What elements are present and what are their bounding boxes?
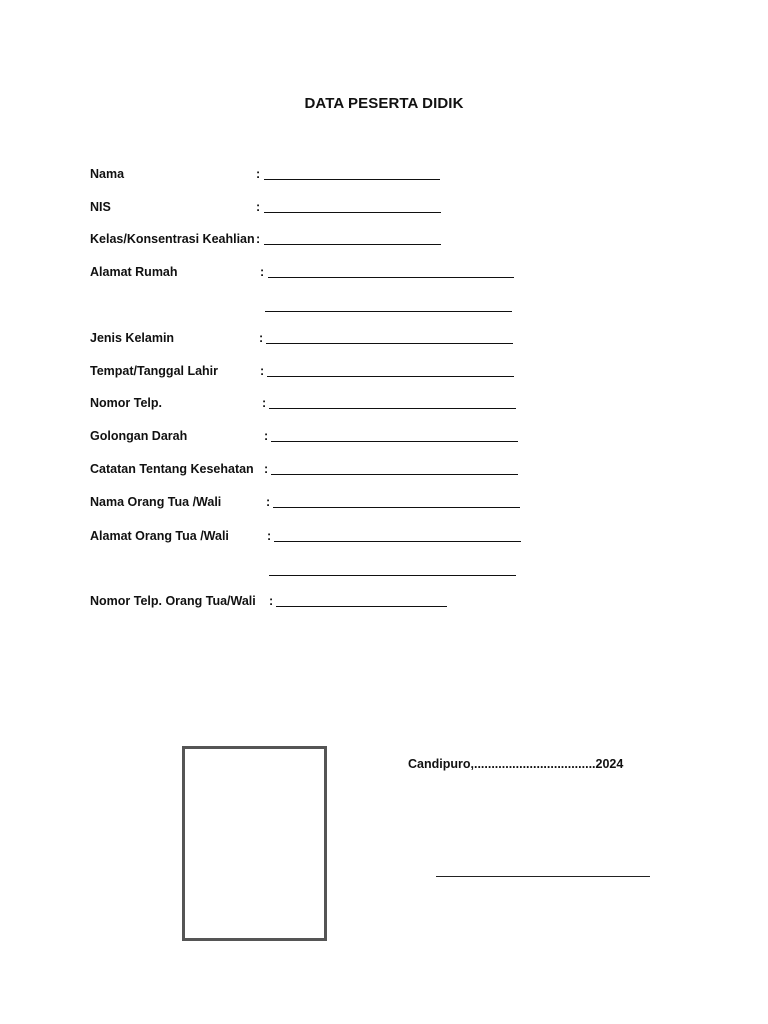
field-colon: :: [256, 167, 261, 181]
field-label: Nama Orang Tua /Wali: [90, 495, 222, 509]
fill-line[interactable]: [271, 474, 518, 475]
fill-line[interactable]: [264, 244, 441, 245]
fill-line[interactable]: [266, 343, 513, 344]
field-label: Golongan Darah: [90, 429, 188, 443]
fill-line[interactable]: [268, 277, 514, 278]
field-label: Kelas/Konsentrasi Keahlian: [90, 232, 255, 246]
field-label: Alamat Orang Tua /Wali: [90, 529, 229, 543]
field-colon: :: [260, 364, 265, 378]
fill-line[interactable]: [273, 507, 520, 508]
fill-line[interactable]: [265, 311, 512, 312]
fill-line[interactable]: [264, 212, 441, 213]
field-colon: :: [259, 331, 264, 345]
signature-line[interactable]: [436, 876, 650, 877]
field-label: Nomor Telp.: [90, 396, 162, 410]
field-label: Alamat Rumah: [90, 265, 178, 279]
place-date: Candipuro,...................................2024: [408, 757, 624, 771]
field-label: NIS: [90, 200, 111, 214]
photo-box: [182, 746, 327, 941]
field-colon: :: [266, 495, 271, 509]
field-label: Jenis Kelamin: [90, 331, 175, 345]
field-label: Tempat/Tanggal Lahir: [90, 364, 219, 378]
field-colon: :: [269, 594, 274, 608]
field-colon: :: [264, 429, 269, 443]
fill-line[interactable]: [269, 408, 516, 409]
field-colon: :: [256, 232, 261, 246]
field-colon: :: [256, 200, 261, 214]
field-colon: :: [262, 396, 267, 410]
fill-line[interactable]: [264, 179, 440, 180]
field-label: Nomor Telp. Orang Tua/Wali: [90, 594, 256, 608]
fill-line[interactable]: [274, 541, 521, 542]
field-colon: :: [267, 529, 272, 543]
field-label: Nama: [90, 167, 125, 181]
fill-line[interactable]: [271, 441, 518, 442]
page-title: DATA PESERTA DIDIK: [304, 95, 464, 112]
fill-line[interactable]: [276, 606, 447, 607]
field-colon: :: [260, 265, 265, 279]
fill-line[interactable]: [269, 575, 516, 576]
field-label: Catatan Tentang Kesehatan: [90, 462, 254, 476]
field-colon: :: [264, 462, 269, 476]
fill-line[interactable]: [267, 376, 514, 377]
